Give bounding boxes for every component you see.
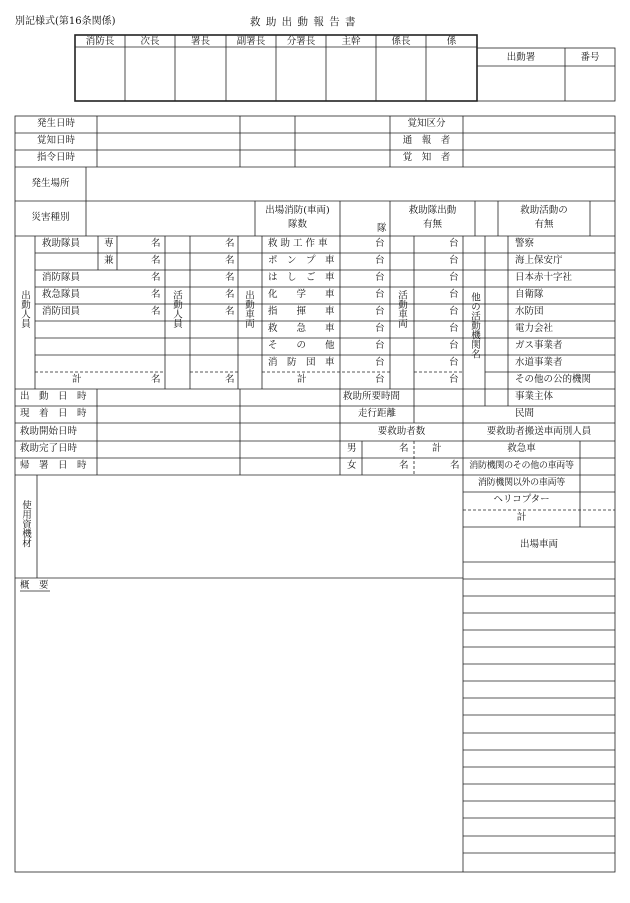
unit-person: 名	[225, 306, 235, 317]
unit-person: 名	[151, 238, 161, 249]
agency-police: 警察	[515, 238, 535, 249]
unit-person: 名	[450, 460, 460, 471]
travel-distance-label: 走行距離	[358, 408, 397, 419]
active-vehicles-vlabel: 活動車両	[396, 290, 407, 328]
personnel-total-label: 計	[72, 374, 82, 385]
agency-red-cross: 日本赤十字社	[515, 272, 573, 283]
concurrent-label: 兼	[104, 255, 114, 266]
agency-business-owner: 事業主体	[515, 391, 554, 402]
disaster-type-label: 災害種別	[31, 212, 70, 223]
dispatch-personnel-vlabel: 出動人員	[19, 290, 30, 328]
form-reference: 別記様式(第16条関係)	[15, 16, 116, 27]
dispatch-vehicles-label: 出場車両	[519, 539, 558, 550]
ems-staff-label: 救急隊員	[42, 289, 81, 300]
stamp-label-deputy-chief: 次長	[140, 36, 160, 47]
agency-sdf: 自衛隊	[515, 289, 544, 300]
unit-person: 名	[151, 272, 161, 283]
rescue-dispatch-label-1: 救助隊出動	[408, 205, 457, 216]
vehicles-total-label: 計	[297, 374, 307, 385]
unit-vehicle: 台	[449, 289, 459, 300]
dispatch-station-label: 出動署	[506, 52, 536, 63]
rescue-dispatch-label-2: 有無	[422, 219, 442, 230]
female-label: 女	[347, 460, 357, 471]
rescue-start-label: 救助開始日時	[20, 426, 78, 437]
recognizer-label: 覚 知 者	[402, 152, 451, 163]
unit-vehicle: 台	[375, 289, 385, 300]
unit-tai: 隊	[377, 223, 387, 234]
stamp-label-section-chief: 係長	[391, 36, 411, 47]
other-agencies-vlabel: 他の活動機関名	[469, 292, 480, 359]
unit-vehicle: 台	[449, 238, 459, 249]
transport-helicopter: ヘリコプター	[493, 494, 550, 505]
transport-fire-other-vehicles: 消防機関のその他の車両等	[469, 461, 574, 471]
vehicle-chemical-truck: 化 学 車	[268, 289, 335, 300]
unit-person: 名	[151, 306, 161, 317]
unit-person: 名	[151, 255, 161, 266]
unit-vehicle: 台	[375, 306, 385, 317]
unit-person: 名	[399, 443, 409, 454]
unit-person: 名	[225, 289, 235, 300]
male-label: 男	[347, 443, 357, 454]
unit-vehicle: 台	[375, 272, 385, 283]
unit-vehicle: 台	[449, 255, 459, 266]
vehicle-other: そ の 他	[268, 340, 335, 351]
unit-vehicle: 台	[449, 306, 459, 317]
stamp-label-branch-chief: 分署長	[286, 36, 316, 47]
rescued-count-title: 要救助者数	[377, 426, 426, 437]
arrival-datetime-label: 現 着 日 時	[20, 408, 87, 419]
return-datetime-label: 帰 署 日 時	[20, 460, 87, 471]
materials-vlabel: 使用資機材	[20, 500, 31, 548]
unit-vehicle: 台	[449, 272, 459, 283]
agency-flood-defense: 水防団	[515, 306, 544, 317]
full-time-label: 専	[104, 238, 114, 249]
unit-vehicle: 台	[375, 238, 385, 249]
stamp-label-senior-officer: 主幹	[341, 36, 361, 47]
unit-vehicle: 台	[449, 374, 459, 385]
unit-person: 名	[225, 238, 235, 249]
dispatch-datetime-label: 出 動 日 時	[20, 391, 87, 402]
transport-title: 要救助者搬送車両別人員	[486, 426, 592, 437]
unit-person: 名	[225, 255, 235, 266]
vehicle-volunteer-truck: 消 防 団 車	[268, 357, 335, 368]
transport-total-label: 計	[516, 512, 527, 523]
vehicle-rescue-truck: 救 助 工 作 車	[268, 238, 328, 249]
summary-label: 概 要	[20, 580, 49, 591]
vehicle-ladder-truck: は し ご 車	[268, 272, 335, 283]
unit-vehicle: 台	[375, 255, 385, 266]
unit-vehicle: 台	[449, 357, 459, 368]
unit-person: 名	[225, 272, 235, 283]
vehicle-ambulance: 救 急 車	[268, 323, 335, 334]
occurrence-datetime-label: 発生日時	[36, 118, 75, 129]
form-title: 救 助 出 動 報 告 書	[250, 16, 357, 28]
dispatch-vehicles-vlabel: 出動車両	[243, 290, 254, 328]
stamp-label-station-chief: 署長	[190, 36, 210, 47]
dispatch-units-label-2: 隊数	[287, 219, 307, 230]
agency-power-company: 電力会社	[515, 323, 554, 334]
unit-person: 名	[225, 374, 235, 385]
unit-person: 名	[151, 289, 161, 300]
recognition-datetime-label: 覚知日時	[36, 135, 75, 146]
rescue-end-label: 救助完了日時	[20, 443, 78, 454]
fire-staff-label: 消防隊員	[42, 272, 81, 283]
agency-coast-guard: 海上保安庁	[515, 255, 563, 266]
active-personnel-vlabel: 活動人員	[171, 290, 182, 328]
rescue-activity-label-1: 救助活動の	[520, 205, 568, 216]
recognition-type-label: 覚知区分	[407, 118, 446, 129]
unit-vehicle: 台	[375, 323, 385, 334]
transport-non-fire-vehicles: 消防機関以外の車両等	[477, 478, 565, 488]
stamp-label-staff: 係	[446, 36, 457, 47]
volunteer-staff-label: 消防団員	[42, 306, 81, 317]
agency-gas-company: ガス事業者	[515, 340, 563, 351]
transport-ambulance: 救急車	[507, 443, 536, 454]
location-label: 発生場所	[31, 178, 70, 189]
rescue-activity-label-2: 有無	[534, 219, 554, 230]
rescue-required-time-label: 救助所要時間	[343, 391, 401, 402]
command-datetime-label: 指令日時	[36, 152, 75, 163]
stamp-label-vice-station-chief: 副署長	[236, 36, 266, 47]
agency-private: 民間	[515, 408, 535, 419]
rescue-team-label: 救助隊員	[42, 238, 81, 249]
agency-other-public: その他の公的機関	[515, 374, 592, 385]
unit-vehicle: 台	[449, 340, 459, 351]
unit-vehicle: 台	[375, 340, 385, 351]
rescued-total-label: 計	[432, 443, 442, 454]
reporter-label: 通 報 者	[402, 135, 451, 146]
vehicle-pump-truck: ポ ン プ 車	[268, 255, 335, 266]
number-label: 番号	[580, 52, 600, 63]
vehicle-command-car: 指 揮 車	[268, 306, 335, 317]
unit-person: 名	[151, 374, 161, 385]
stamp-label-fire-chief: 消防長	[85, 36, 115, 47]
dispatch-units-label-1: 出場消防(車両)	[265, 205, 330, 216]
unit-vehicle: 台	[449, 323, 459, 334]
unit-vehicle: 台	[375, 374, 385, 385]
unit-vehicle: 台	[375, 357, 385, 368]
agency-water-company: 水道事業者	[515, 357, 563, 368]
unit-person: 名	[399, 460, 409, 471]
